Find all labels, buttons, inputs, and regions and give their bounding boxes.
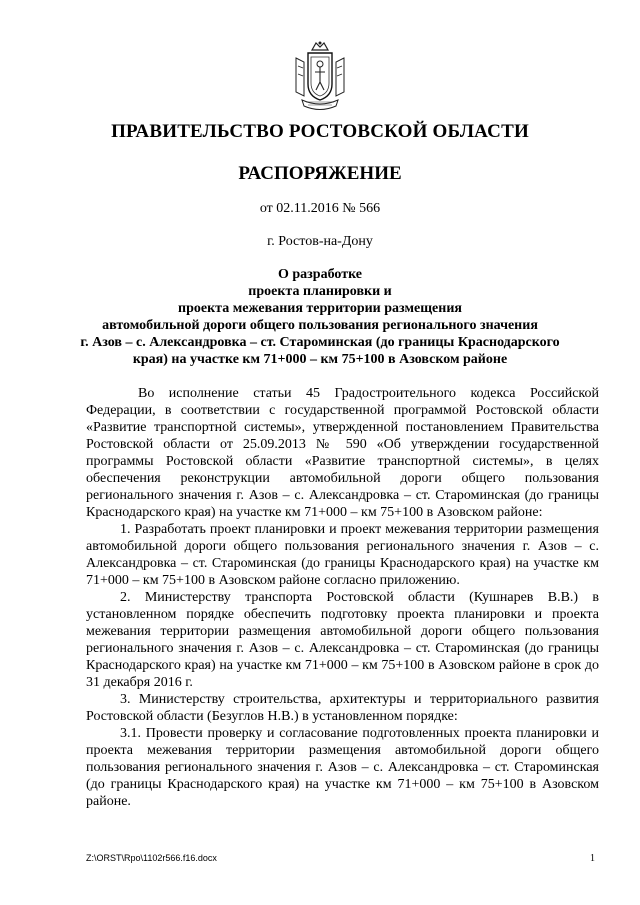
item-3-1-paragraph: 3.1. Провести проверку и согласование подготовленных проекта планировки и проекта межевания территории размещения автомобильной дороги общего пользования регионального значения г. Азов – с. Александровка – ст. Староминская (до границы Краснодарского края) на участке км 71+000 – км 75+100 в Азовском районе.	[86, 726, 599, 809]
government-title: ПРАВИТЕЛЬСТВО РОСТОВСКОЙ ОБЛАСТИ	[111, 121, 529, 142]
footer-page-number: 1	[590, 853, 595, 864]
subject-line: г. Азов – с. Александровка – ст. Староминская (до границы Краснодарского	[80, 335, 560, 350]
document-subject	[60, 266, 580, 368]
coat-of-arms-emblem	[290, 40, 350, 114]
document-date-number: от 02.11.2016 № 566	[259, 201, 381, 216]
item-1-paragraph: 1. Разработать проект планировки и проект межевания территории размещения автомобильной дороги общего пользования регионального значения г. Азов – с. Александровка – ст. Староминская (до границы Краснодарского края) на участке км 71+000 – км 75+100 в Азовском районе согласно приложению.	[86, 522, 599, 588]
document-city: г. Ростов-на-Дону	[267, 234, 373, 249]
subject-line: автомобильной дороги общего пользования регионального значения	[102, 318, 538, 333]
item-2-paragraph: 2. Министерству транспорта Ростовской области (Кушнарев В.В.) в установленном порядке обеспечить подготовку проекта планировки и проекта межевания территории размещения автомобильной дороги общего пользования регионального значения г. Азов – с. Александровка – ст. Староминская (до границы Краснодарского края) на участке км 71+000 – км 75+100 в Азовском районе в срок до 31 декабря 2016 г.	[86, 590, 599, 690]
intro-paragraph: Во исполнение статьи 45 Градостроительного кодекса Российской Федерации, в соответствии с государственной программой Ростовской области «Развитие транспортной системы», утвержденной постановлением Правительства Ростовской области от 25.09.2013 № 590 «Об утверждении государственной программы Ростовской области «Развитие транспортной системы», в целях обеспечения реконструкции автомобильной дороги общего пользования регионального значения г. Азов – с. Александровка – ст. Староминская (до границы Краснодарского края) на участке км 71+000 – км 75+100 в Азовском районе:	[86, 386, 599, 520]
subject-line: О разработке	[277, 267, 363, 282]
item-3-paragraph: 3. Министерству строительства, архитектуры и территориального развития Ростовской области (Безуглов Н.В.) в установленном порядке:	[86, 692, 599, 724]
subject-line: края) на участке км 71+000 – км 75+100 в Азовском районе	[132, 352, 508, 367]
document-body	[86, 385, 599, 810]
subject-line: проекта планировки и	[248, 284, 392, 299]
footer-file-path: Z:\ORST\Rpo\1102r566.f16.docx	[86, 853, 217, 863]
subject-line: проекта межевания территории размещения	[178, 301, 462, 316]
document-type: РАСПОРЯЖЕНИЕ	[238, 163, 402, 184]
